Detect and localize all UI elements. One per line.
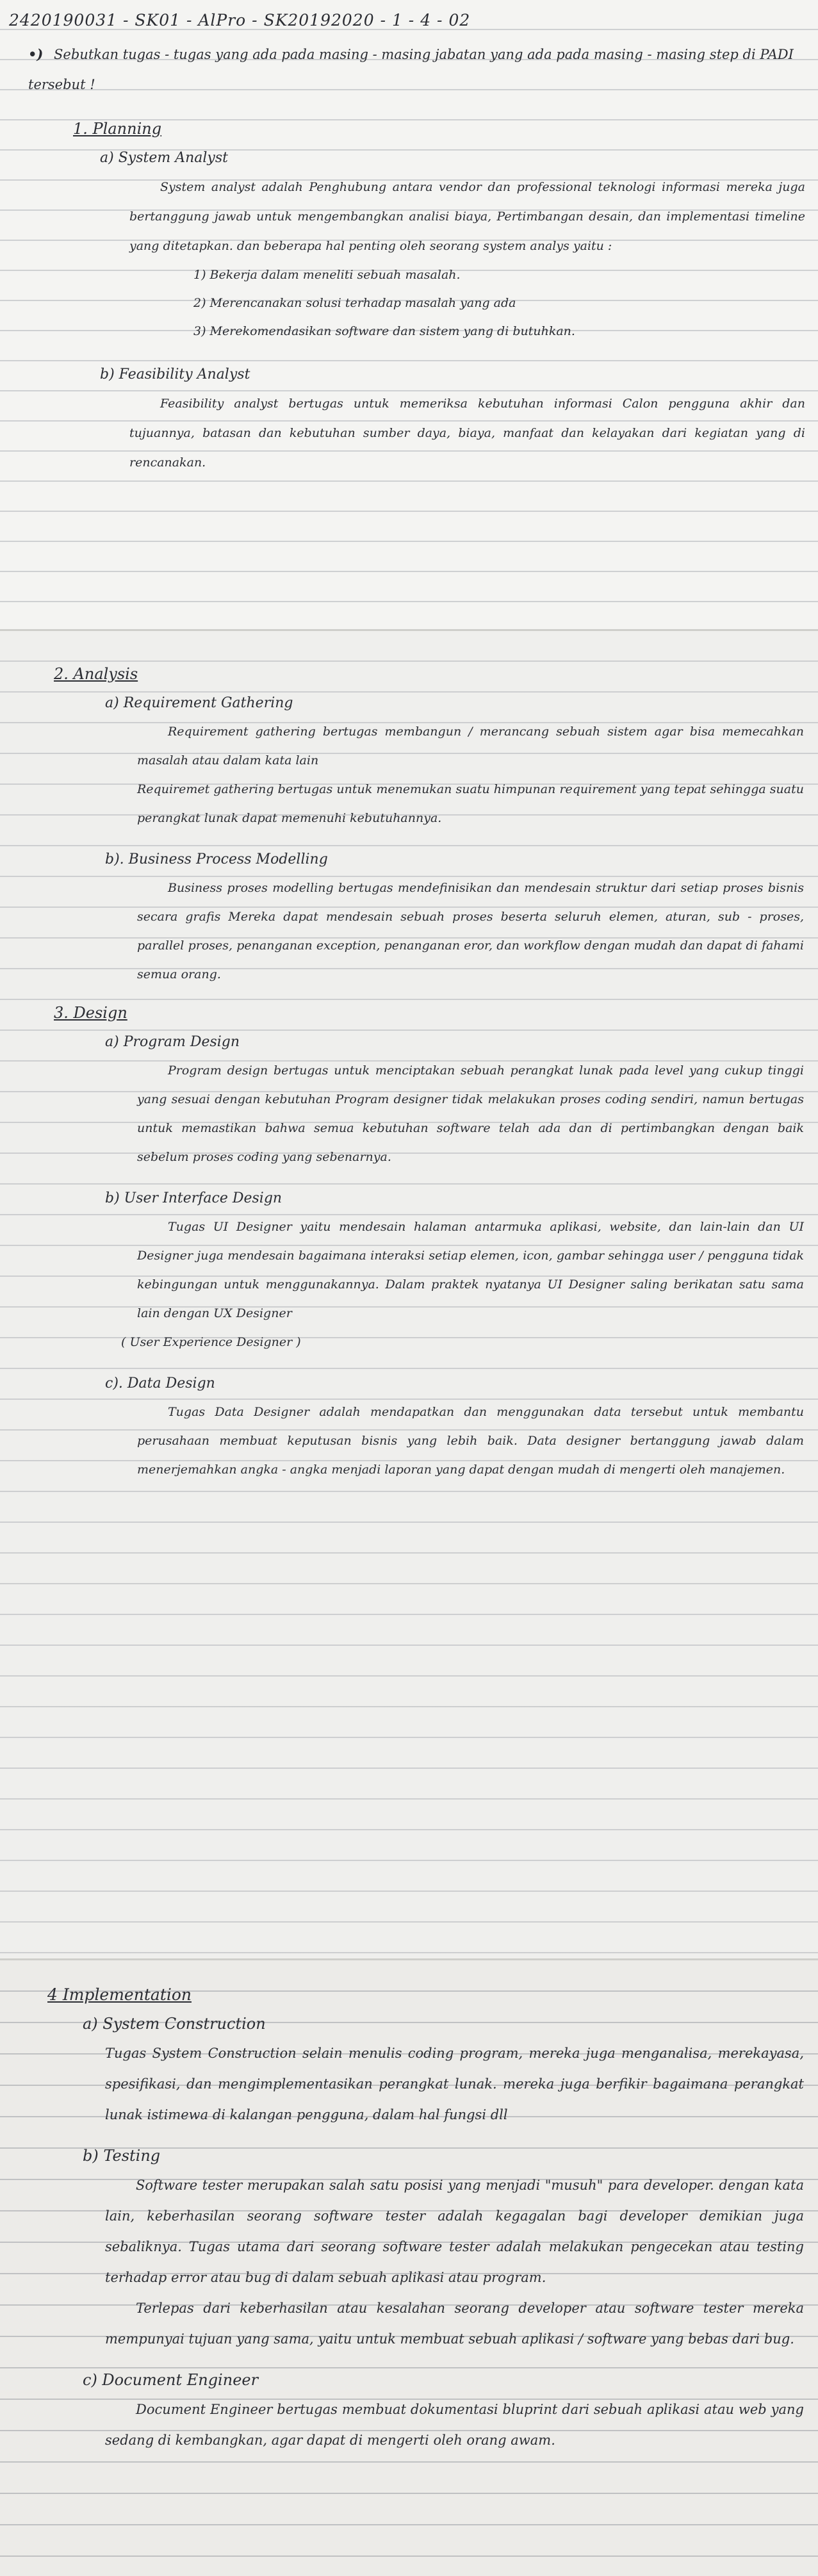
testing-title: b) Testing xyxy=(83,2147,161,2165)
document-engineer-title: c) Document Engineer xyxy=(83,2371,259,2389)
section-analysis-heading: 2. Analysis xyxy=(54,665,138,683)
ui-design-title: b) User Interface Design xyxy=(105,1190,282,1206)
feasibility-block xyxy=(9,361,813,477)
program-design-title: a) Program Design xyxy=(105,1034,240,1050)
testing-text-2: Terlepas dari keberhasilan atau kesalahan seorang developer atau software tester mereka mempunyai tujuan yang sama, yaitu untuk membuat sebuah aplikasi / software yang bebas dari bug. xyxy=(105,2301,804,2347)
data-design-block xyxy=(9,1370,813,1484)
ui-design-text-2: ( User Experience Designer ) xyxy=(121,1335,301,1349)
page-3-content xyxy=(9,1977,813,2571)
page-2-content xyxy=(9,657,813,1955)
testing-text-1: Software tester merupakan salah satu posisi yang menjadi "musuh" para developer. dengan kata lain, keberhasilan seorang software tester adalah kegagalan bagi developer demikian juga sebaliknya. Tugas utama dari seorang software tester adalah melakukan pengecekan atau testing terhadap error atau bug di dalam sebuah aplikasi atau program. xyxy=(105,2178,804,2285)
business-title: b). Business Process Modelling xyxy=(105,851,328,867)
section-design-heading: 3. Design xyxy=(54,1004,127,1022)
system-analyst-block xyxy=(9,144,813,345)
construction-text: Tugas System Construction selain menulis coding program, mereka juga menganalisa, merekayasa, spesifikasi, dan mengimplementasikan perangkat lunak. mereka juga berfikir bagaimana perangkat lunak istimewa di kalangan pengguna, dalam hal fungsi dll xyxy=(105,2046,804,2122)
data-design-text: Tugas Data Designer adalah mendapatkan dan menggunakan data tersebut untuk membantu perusahaan membuat keputusan bisnis yang lebih baik. Data designer bertanggung jawab dalam menerjemahkan angka - angka menjadi laporan yang dapat dengan mudah di mengerti oleh manajemen. xyxy=(137,1405,804,1477)
system-analyst-item-2: 2) Merencanakan solusi terhadap masalah yang ada xyxy=(193,296,516,310)
document-engineer-text: Document Engineer bertugas membuat dokumentasi bluprint dari sebuah aplikasi atau web yang sedang di kembangkan, agar dapat di mengerti oleh orang awam. xyxy=(105,2402,804,2448)
ui-design-text-1: Tugas UI Designer yaitu mendesain halaman antarmuka aplikasi, website, dan lain-lain dan UI Designer juga mendesain bagaimana interaksi setiap elemen, icon, gambar sehingga user / pengguna tidak kebingungan untuk menggunakannya. Dalam praktek nyatanya UI Designer saling berikatan satu sama lain dengan UX Designer xyxy=(137,1220,804,1320)
section-planning-heading: 1. Planning xyxy=(73,120,162,138)
ui-design-block xyxy=(9,1185,813,1357)
notebook-page-3 xyxy=(0,1960,818,2576)
question-body: Sebutkan tugas - tugas yang ada pada masing - masing jabatan yang ada pada masing - masing step di PADI tersebut ! xyxy=(28,47,794,92)
question-bullet: •) xyxy=(28,46,44,62)
requirement-title: a) Requirement Gathering xyxy=(105,695,293,711)
system-analyst-item-1: 1) Bekerja dalam meneliti sebuah masalah. xyxy=(193,268,461,282)
requirement-text-2: Requiremet gathering bertugas untuk menemukan suatu himpunan requirement yang tepat sehingga suatu perangkat lunak dapat memenuhi kebutuhannya. xyxy=(137,782,804,825)
construction-title: a) System Construction xyxy=(83,2015,266,2033)
document-engineer-block xyxy=(9,2366,813,2456)
question-text xyxy=(28,39,813,100)
feasibility-text: Feasibility analyst bertugas untuk memeriksa kebutuhan informasi Calon pengguna akhir dan tujuannya, batasan dan kebutuhan sumber daya, biaya, manfaat dan kelayakan dari kegiatan yang di rencanakan. xyxy=(129,397,805,470)
business-block xyxy=(9,846,813,989)
requirement-text-1: Requirement gathering bertugas membangun / merancang sebuah sistem agar bisa memecahkan masalah atau dalam kata lain xyxy=(137,725,804,767)
page-1-content xyxy=(9,5,813,626)
page-header-id: 2420190031 - SK01 - AlPro - SK20192020 - 1 - 4 - 02 xyxy=(9,11,471,29)
notebook-page-2 xyxy=(0,631,818,1960)
system-analyst-title: a) System Analyst xyxy=(100,150,228,166)
section-implementation-heading: 4 Implementation xyxy=(47,1985,192,2004)
notebook-page-1 xyxy=(0,0,818,631)
requirement-block xyxy=(9,689,813,833)
construction-block xyxy=(9,2010,813,2130)
feasibility-title: b) Feasibility Analyst xyxy=(100,366,250,382)
program-design-text: Program design bertugas untuk menciptakan sebuah perangkat lunak pada level yang cukup tinggi yang sesuai dengan kebutuhan Program designer tidak melakukan proses coding sendiri, namun bertugas untuk memastikan bahwa semua kebutuhan software telah ada dan di pertimbangkan dengan baik sebelum proses coding yang sebenarnya. xyxy=(137,1063,804,1164)
system-analyst-item-3: 3) Merekomendasikan software dan sistem yang di butuhkan. xyxy=(193,324,575,338)
business-text: Business proses modelling bertugas mendefinisikan dan mendesain struktur dari setiap proses bisnis secara grafis Mereka dapat mendesain sebuah proses beserta seluruh elemen, aturan, sub - proses, parallel proses, penanganan exception, penanganan eror, dan workflow dengan mudah dan dapat di fahami semua orang. xyxy=(137,881,804,981)
program-design-block xyxy=(9,1028,813,1172)
testing-block xyxy=(9,2142,813,2354)
data-design-title: c). Data Design xyxy=(105,1375,215,1391)
system-analyst-text: System analyst adalah Penghubung antara vendor dan professional teknologi informasi mereka juga bertanggung jawab untuk mengembangkan analisi biaya, Pertimbangan desain, dan implementasi timeline yang ditetapkan. dan beberapa hal penting oleh seorang system analys yaitu : xyxy=(129,180,805,253)
